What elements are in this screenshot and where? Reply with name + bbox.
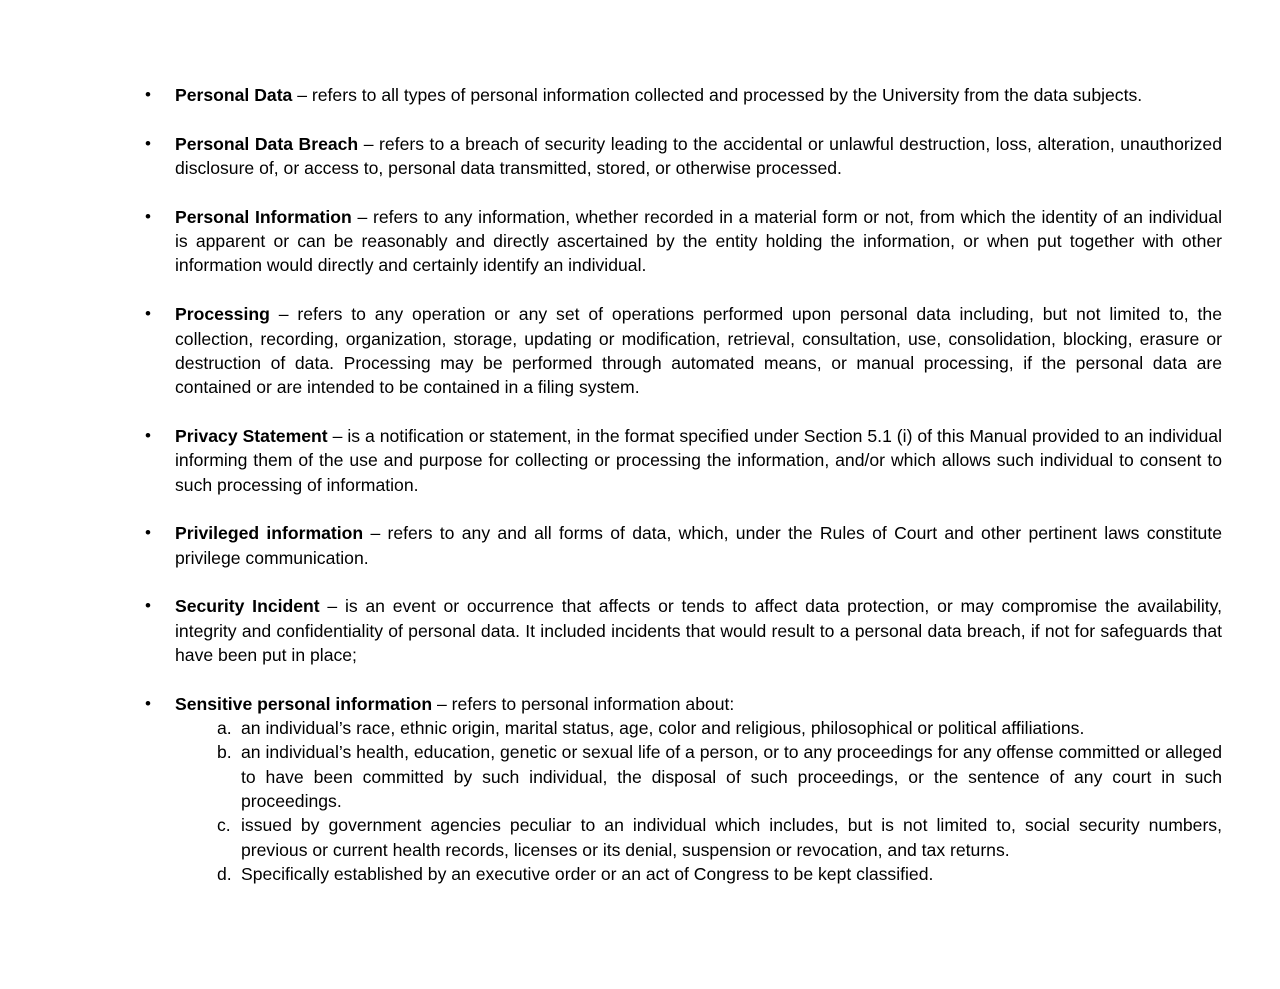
definitions-list (175, 83, 1222, 911)
sublist-item (217, 740, 1222, 813)
definition-item (175, 205, 1222, 278)
definition-item (175, 83, 1222, 107)
sublist-item (217, 862, 1222, 886)
definition-term: Privacy Statement (175, 425, 328, 446)
definition-text: – refers to any information, whether recorded in a material form or not, from which the identity of an individual is apparent or can be reasonably and directly ascertained by the entity holding the information, or when put together with other information would directly and certainly identify an individual. (175, 206, 1222, 276)
sublist-marker: b. (217, 742, 232, 763)
sublist-item (217, 716, 1222, 740)
definition-item (175, 132, 1222, 181)
definition-term: Personal Information (175, 206, 352, 227)
sublist-marker: c. (217, 815, 231, 836)
definition-term: Processing (175, 304, 270, 325)
definition-item (175, 692, 1222, 886)
sublist-text: issued by government agencies peculiar to an individual which includes, but is not limited to, social security numbers, previous or current health records, licenses or its denial, suspension or revocation, and tax returns. (241, 815, 1222, 860)
sublist (175, 716, 1222, 886)
definition-text: – refers to personal information about: (432, 693, 735, 714)
sublist-marker: d. (217, 863, 232, 884)
definition-text: – is a notification or statement, in the format specified under Section 5.1 (i) of this Manual provided to an individual informing them of the use and purpose for collecting or processing the information, and/or which allows such individual to consent to such processing of information. (175, 425, 1222, 495)
definition-text: – refers to all types of personal information collected and processed by the University from the data subjects. (292, 85, 1143, 105)
definition-text: – refers to any and all forms of data, which, under the Rules of Court and other pertinent laws constitute privilege communication. (175, 523, 1222, 568)
definition-term: Security Incident (175, 596, 320, 617)
definition-item (175, 302, 1222, 399)
definition-item (175, 424, 1222, 497)
definition-text: – is an event or occurrence that affects or tends to affect data protection, or may compromise the availability, integrity and confidentiality of personal data. It included incidents that would result to a personal data breach, if not for safeguards that have been put in place; (175, 596, 1222, 666)
sublist-text: Specifically established by an executive order or an act of Congress to be kept classified. (241, 863, 934, 884)
sublist-item (217, 813, 1222, 862)
definition-term: Personal Data (175, 85, 293, 105)
definition-item (175, 594, 1222, 667)
sublist-marker: a. (217, 718, 232, 739)
sublist-text: an individual’s health, education, genetic or sexual life of a person, or to any proceedings for any offense committed or alleged to have been committed by such individual, the disposal of such proceedings, or the sentence of any court in such proceedings. (241, 742, 1222, 812)
definition-term: Sensitive personal information (175, 693, 433, 714)
definition-text: – refers to a breach of security leading to the accidental or unlawful destruction, loss, alteration, unauthorized disclosure of, or access to, personal data transmitted, stored, or otherwise processed. (175, 133, 1222, 179)
definition-term: Privileged information (175, 523, 364, 544)
definition-item (175, 521, 1222, 570)
definition-text: – refers to any operation or any set of operations performed upon personal data including, but not limited to, the collection, recording, organization, storage, updating or modification, retrieval, consultation, use, consolidation, blocking, erasure or destruction of data. Processing may be performed through automated means, or manual processing, if the personal data are contained or are intended to be contained in a filing system. (175, 304, 1222, 398)
sublist-text: an individual’s race, ethnic origin, marital status, age, color and religious, philosophical or political affiliations. (241, 718, 1085, 739)
definition-term: Personal Data Breach (175, 133, 359, 154)
